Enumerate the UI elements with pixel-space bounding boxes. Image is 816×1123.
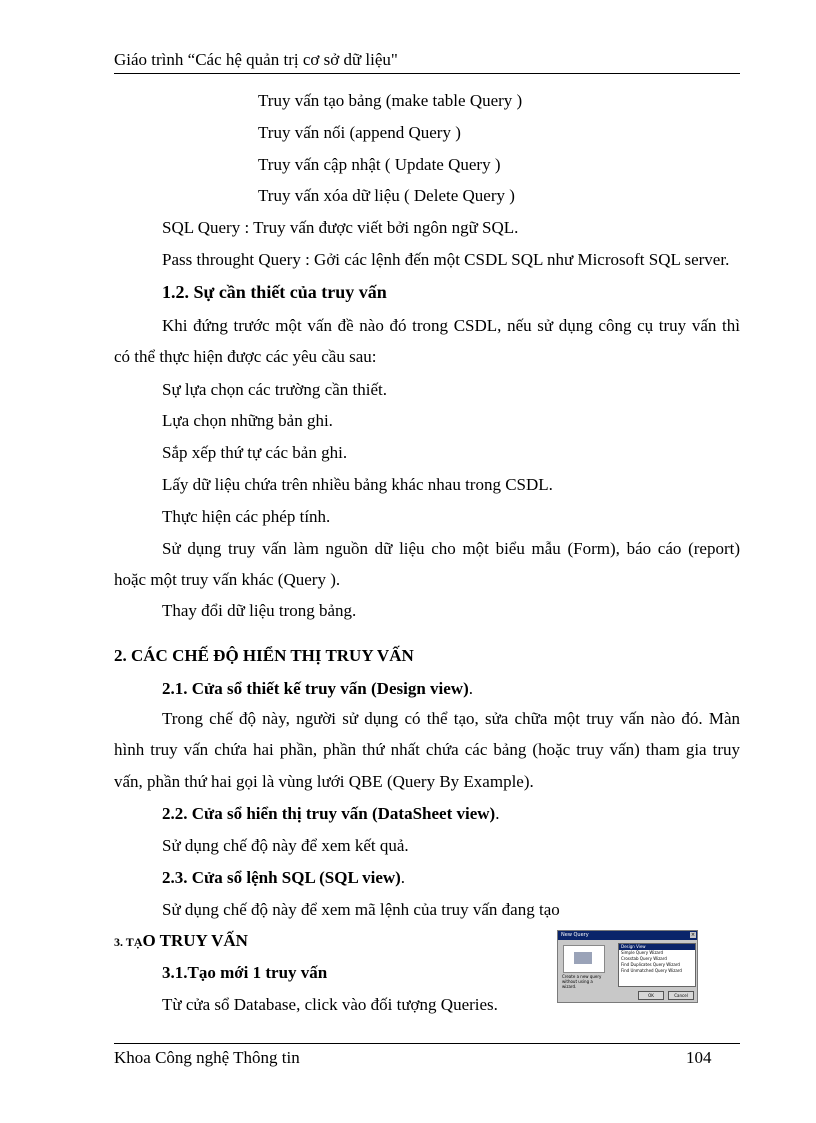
dialog-caption: Create a new query without using a wizard. (562, 974, 602, 989)
page-header: Giáo trình “Các hệ quản trị cơ sở dữ liệu" (114, 50, 398, 69)
paragraph-line: Từ cửa sổ Database, click vào đối tượng Queries. (162, 995, 498, 1014)
query-type-item: Truy vấn tạo bảng (make table Query ) (258, 91, 523, 110)
list-item[interactable]: Find Unmatched Query Wizard (621, 968, 682, 973)
paragraph-line: vấn, phần thứ hai gọi là vùng lưới QBE (Query By Example). (114, 772, 534, 791)
list-item[interactable]: Simple Query Wizard (621, 950, 663, 955)
dialog-title: New Query (561, 932, 589, 938)
list-item[interactable]: Crosstab Query Wizard (621, 956, 667, 961)
section-heading-2-3: 2.3. Cửa sổ lệnh SQL (SQL view). (162, 868, 406, 887)
need-item: Sự lựa chọn các trường cần thiết. (162, 380, 387, 399)
cancel-button[interactable]: Cancel (668, 991, 694, 1000)
need-item: Lấy dữ liệu chứa trên nhiều bảng khác nhau trong CSDL. (162, 475, 553, 494)
query-type-list[interactable] (618, 943, 696, 987)
footer-rule (114, 1043, 740, 1044)
ok-button[interactable]: OK (638, 991, 664, 1000)
pass-through-text: Pass throught Query : Gởi các lệnh đến một CSDL SQL như Microsoft SQL server. (162, 250, 730, 269)
query-type-item: Truy vấn cập nhật ( Update Query ) (258, 155, 501, 174)
list-item[interactable]: Find Duplicates Query Wizard (621, 962, 680, 967)
footer-department: Khoa Công nghệ Thông tin (114, 1048, 300, 1067)
list-item[interactable]: Design View (619, 944, 695, 950)
paragraph-line: hoặc một truy vấn khác (Query ). (114, 570, 341, 589)
paragraph-line: Sử dụng truy vấn làm nguồn dữ liệu cho một biểu mẫu (Form), báo cáo (report) (162, 539, 740, 558)
paragraph-line: Trong chế độ này, người sử dụng có thể tạo, sửa chữa một truy vấn nào đó. Màn (162, 709, 740, 728)
sql-query-text: SQL Query : Truy vấn được viết bởi ngôn ngữ SQL. (162, 218, 519, 237)
header-rule (114, 73, 740, 74)
section-heading-2-1: 2.1. Cửa sổ thiết kế truy vấn (Design view). (162, 679, 473, 698)
page-number: 104 (686, 1048, 712, 1067)
section-heading-3: 3. TẠO TRUY VẤN (114, 931, 248, 950)
need-item: Thực hiện các phép tính. (162, 507, 331, 526)
section-heading-2-2: 2.2. Cửa sổ hiển thị truy vấn (DataSheet view). (162, 804, 500, 823)
paragraph-line: có thể thực hiện được các yêu cầu sau: (114, 347, 377, 366)
need-item: Sắp xếp thứ tự các bản ghi. (162, 443, 348, 462)
section-heading-3-1: 3.1.Tạo mới 1 truy vấn (162, 963, 328, 982)
new-query-dialog (557, 930, 698, 1003)
section-heading-1-2: 1.2. Sự cần thiết của truy vấn (162, 282, 387, 302)
need-item: Lựa chọn những bản ghi. (162, 411, 333, 430)
dialog-title-bar (558, 931, 697, 940)
query-type-item: Truy vấn xóa dữ liệu ( Delete Query ) (258, 186, 515, 205)
paragraph-line: hình truy vấn chứa hai phần, phần thứ nhất chứa các bảng (hoặc truy vấn) tham gia truy (114, 740, 740, 759)
paragraph-line: Sử dụng chế độ này để xem kết quả. (162, 836, 409, 855)
close-icon[interactable]: × (690, 932, 696, 938)
paragraph-line: Thay đổi dữ liệu trong bảng. (162, 601, 357, 620)
query-type-item: Truy vấn nối (append Query ) (258, 123, 461, 142)
paragraph-line: Sử dụng chế độ này để xem mã lệnh của truy vấn đang tạo (162, 900, 560, 919)
paragraph-line: Khi đứng trước một vấn đề nào đó trong CSDL, nếu sử dụng công cụ truy vấn thì (162, 316, 740, 335)
dialog-preview-image (563, 945, 605, 973)
section-heading-2: 2. CÁC CHẾ ĐỘ HIỂN THỊ TRUY VẤN (114, 646, 414, 665)
